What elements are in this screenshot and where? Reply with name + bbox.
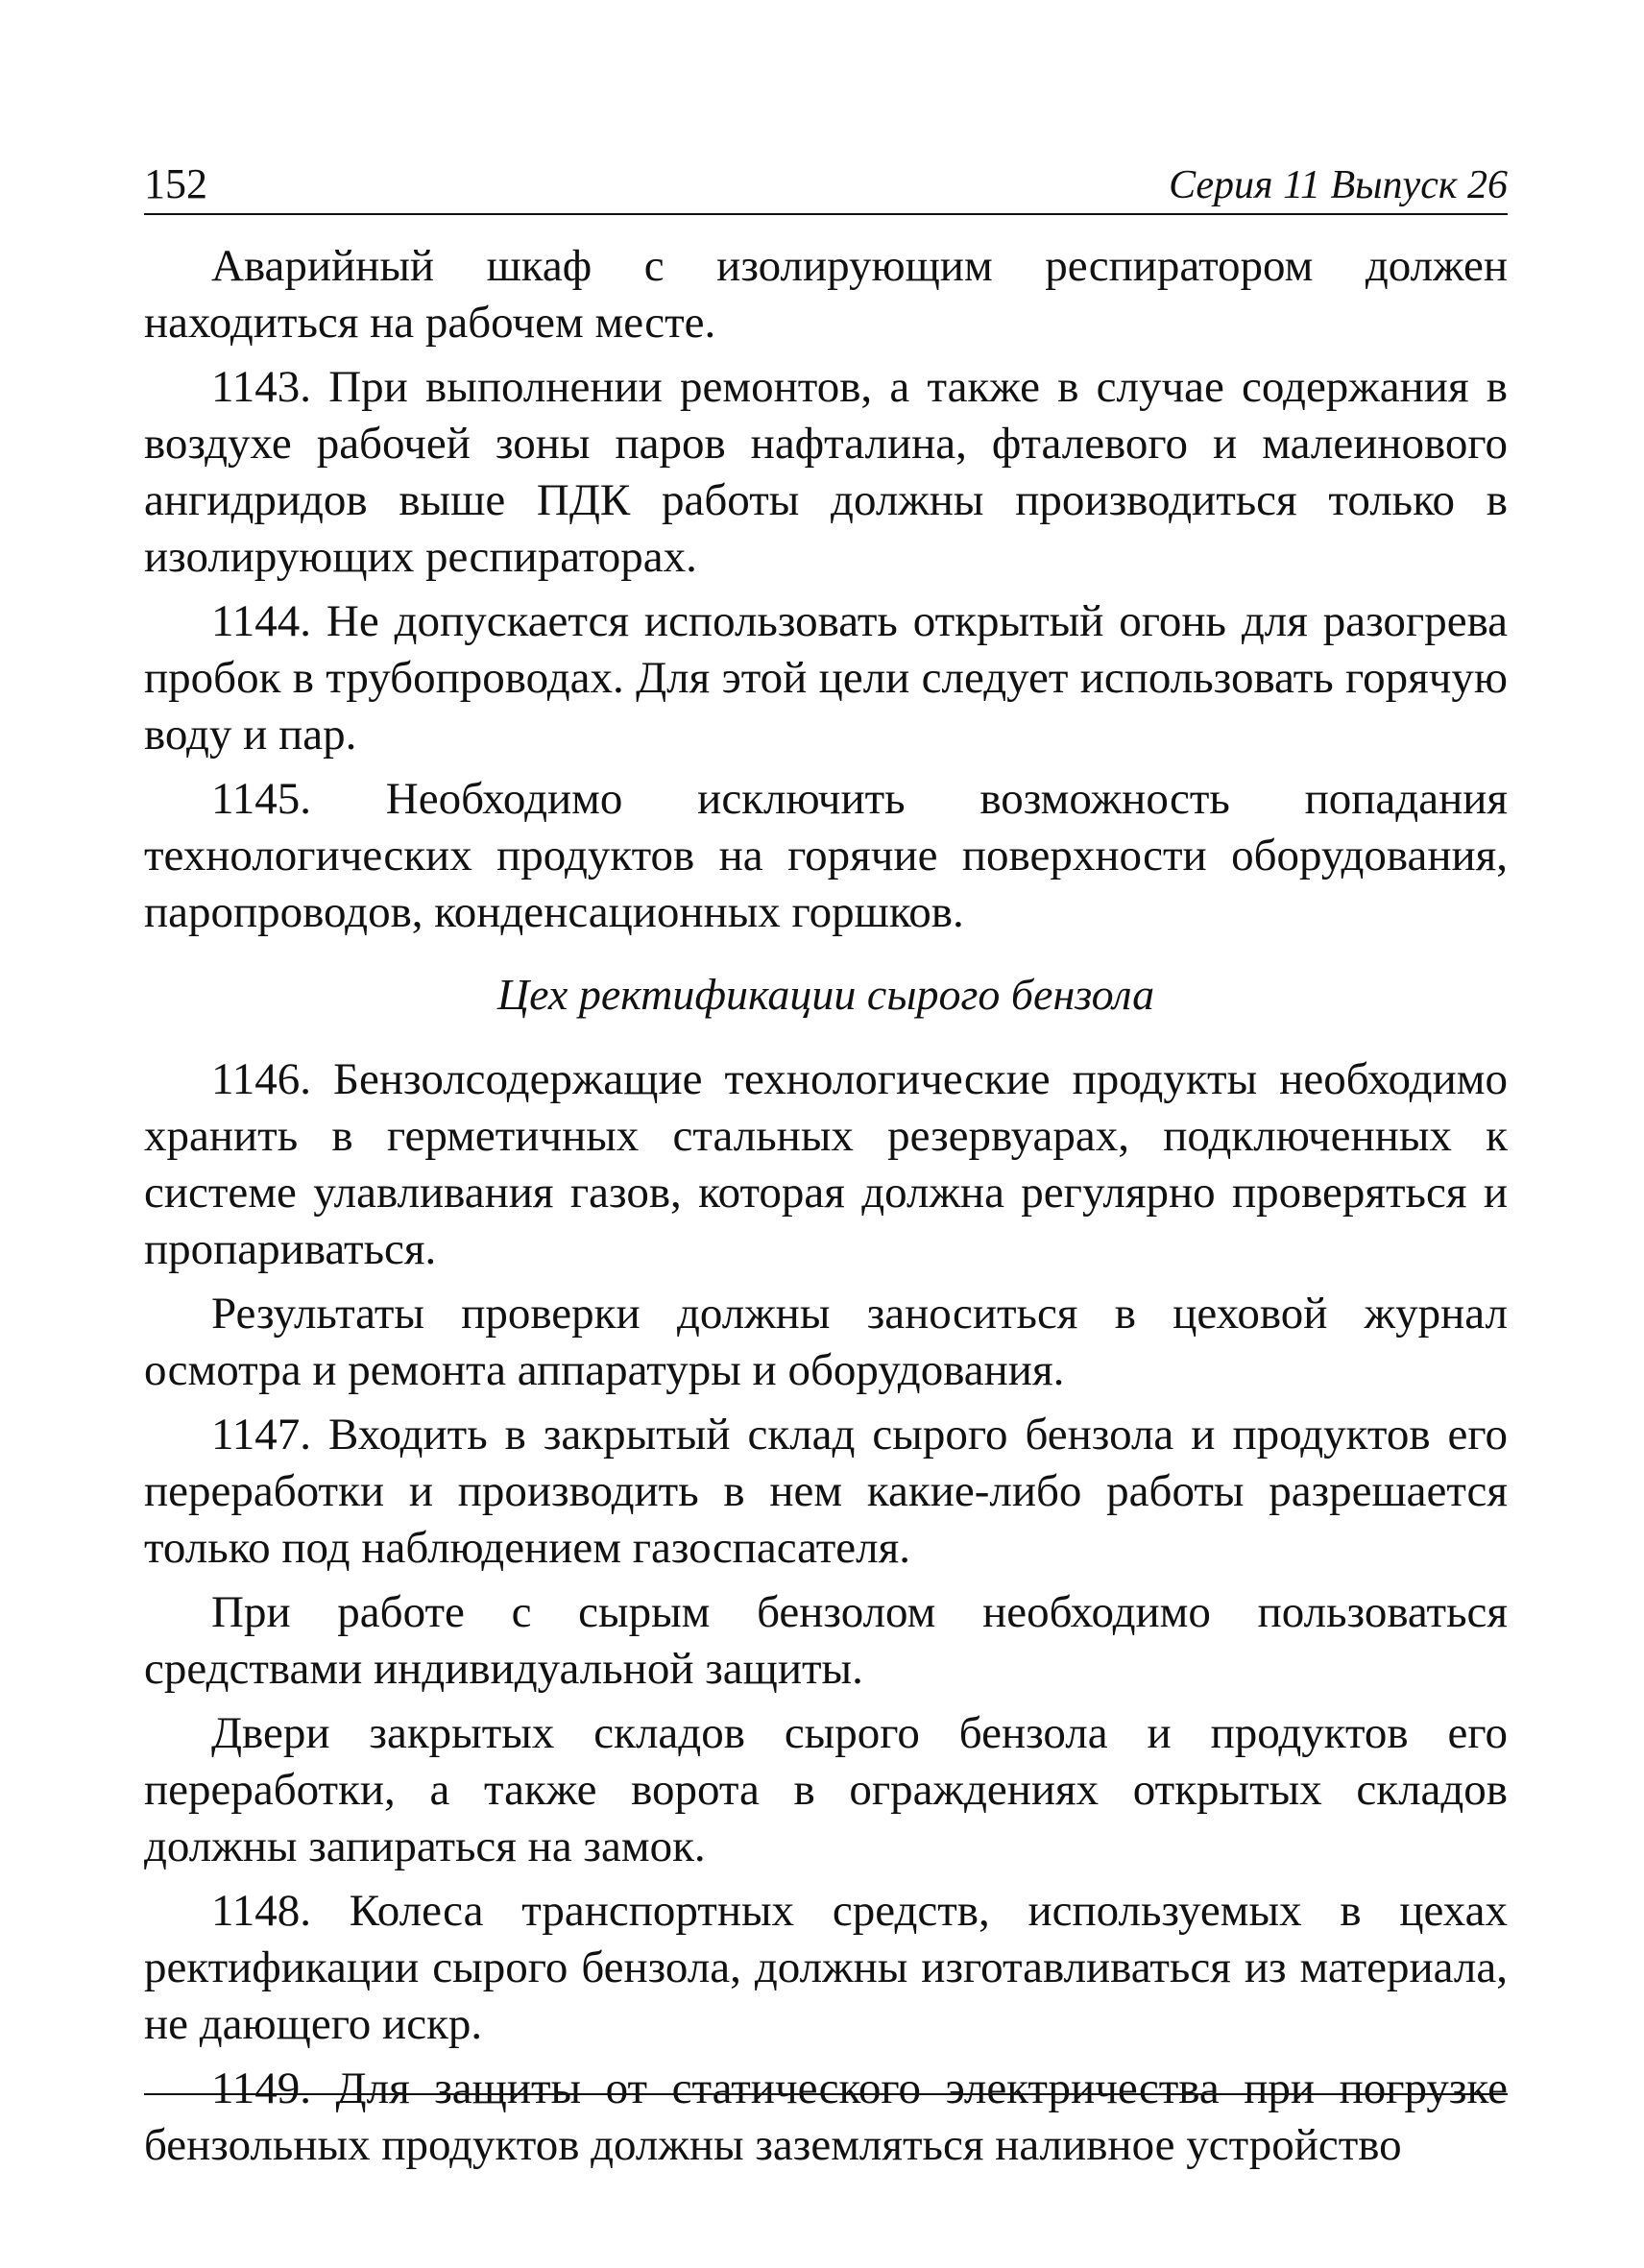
page-number: 152 [144, 160, 207, 207]
paragraph-1146: 1146. Бензолсодержащие технологические продукты необходимо хранить в герметичных стальных резервуарах, подключенных к системе улавливания газов, которая должна регулярно проверяться и пропариваться. [144, 1054, 1508, 1274]
paragraph: Двери закрытых складов сырого бензола и продуктов его переработки, а также ворота в ограждениях открытых складов должны запираться на замок. [144, 1708, 1508, 1871]
paragraph-1144: 1144. Не допускается использовать открытый огонь для разогрева пробок в трубопроводах. Для этой цели следует использовать горячую воду и пар. [144, 596, 1508, 760]
paragraph: Результаты проверки должны заноситься в цеховой журнал осмотра и ремонта аппаратуры и оборудования. [144, 1289, 1508, 1395]
section-heading: Цех ректификации сырого бензола [496, 970, 1155, 1019]
body-text [144, 238, 1508, 2174]
paragraph-1145: 1145. Необходимо исключить возможность попадания технологических продуктов на горячие поверхности оборудования, паропроводов, конденсационных горшков. [144, 774, 1508, 937]
document-page [144, 160, 1508, 2182]
running-head [144, 160, 1508, 215]
paragraph: При работе с сырым бензолом необходимо пользоваться средствами индивидуальной защиты. [144, 1587, 1508, 1694]
paragraph-1148: 1148. Колеса транспортных средств, используемых в цехах ректификации сырого бензола, должны изготавливаться из материала, не дающего искр. [144, 1886, 1508, 2049]
paragraph: Аварийный шкаф с изолирующим респиратором должен находиться на рабочем месте. [144, 241, 1508, 348]
series-label: Серия 11 Выпуск 26 [1169, 163, 1508, 207]
bottom-rule [144, 2093, 1508, 2095]
paragraph-1147: 1147. Входить в закрытый склад сырого бензола и продуктов его переработки и производить в нем какие-либо работы разрешается только под наблюдением газоспасателя. [144, 1410, 1508, 1573]
paragraph-1149: 1149. Для защиты от статического электричества при погрузке бензольных продуктов должны заземляться наливное устройство [144, 2063, 1508, 2170]
paragraph-1143: 1143. При выполнении ремонтов, а также в случае содержания в воздухе рабочей зоны паров нафталина, фталевого и малеинового ангидридов выше ПДК работы должны производиться только в изолирующих респираторах. [144, 362, 1508, 582]
